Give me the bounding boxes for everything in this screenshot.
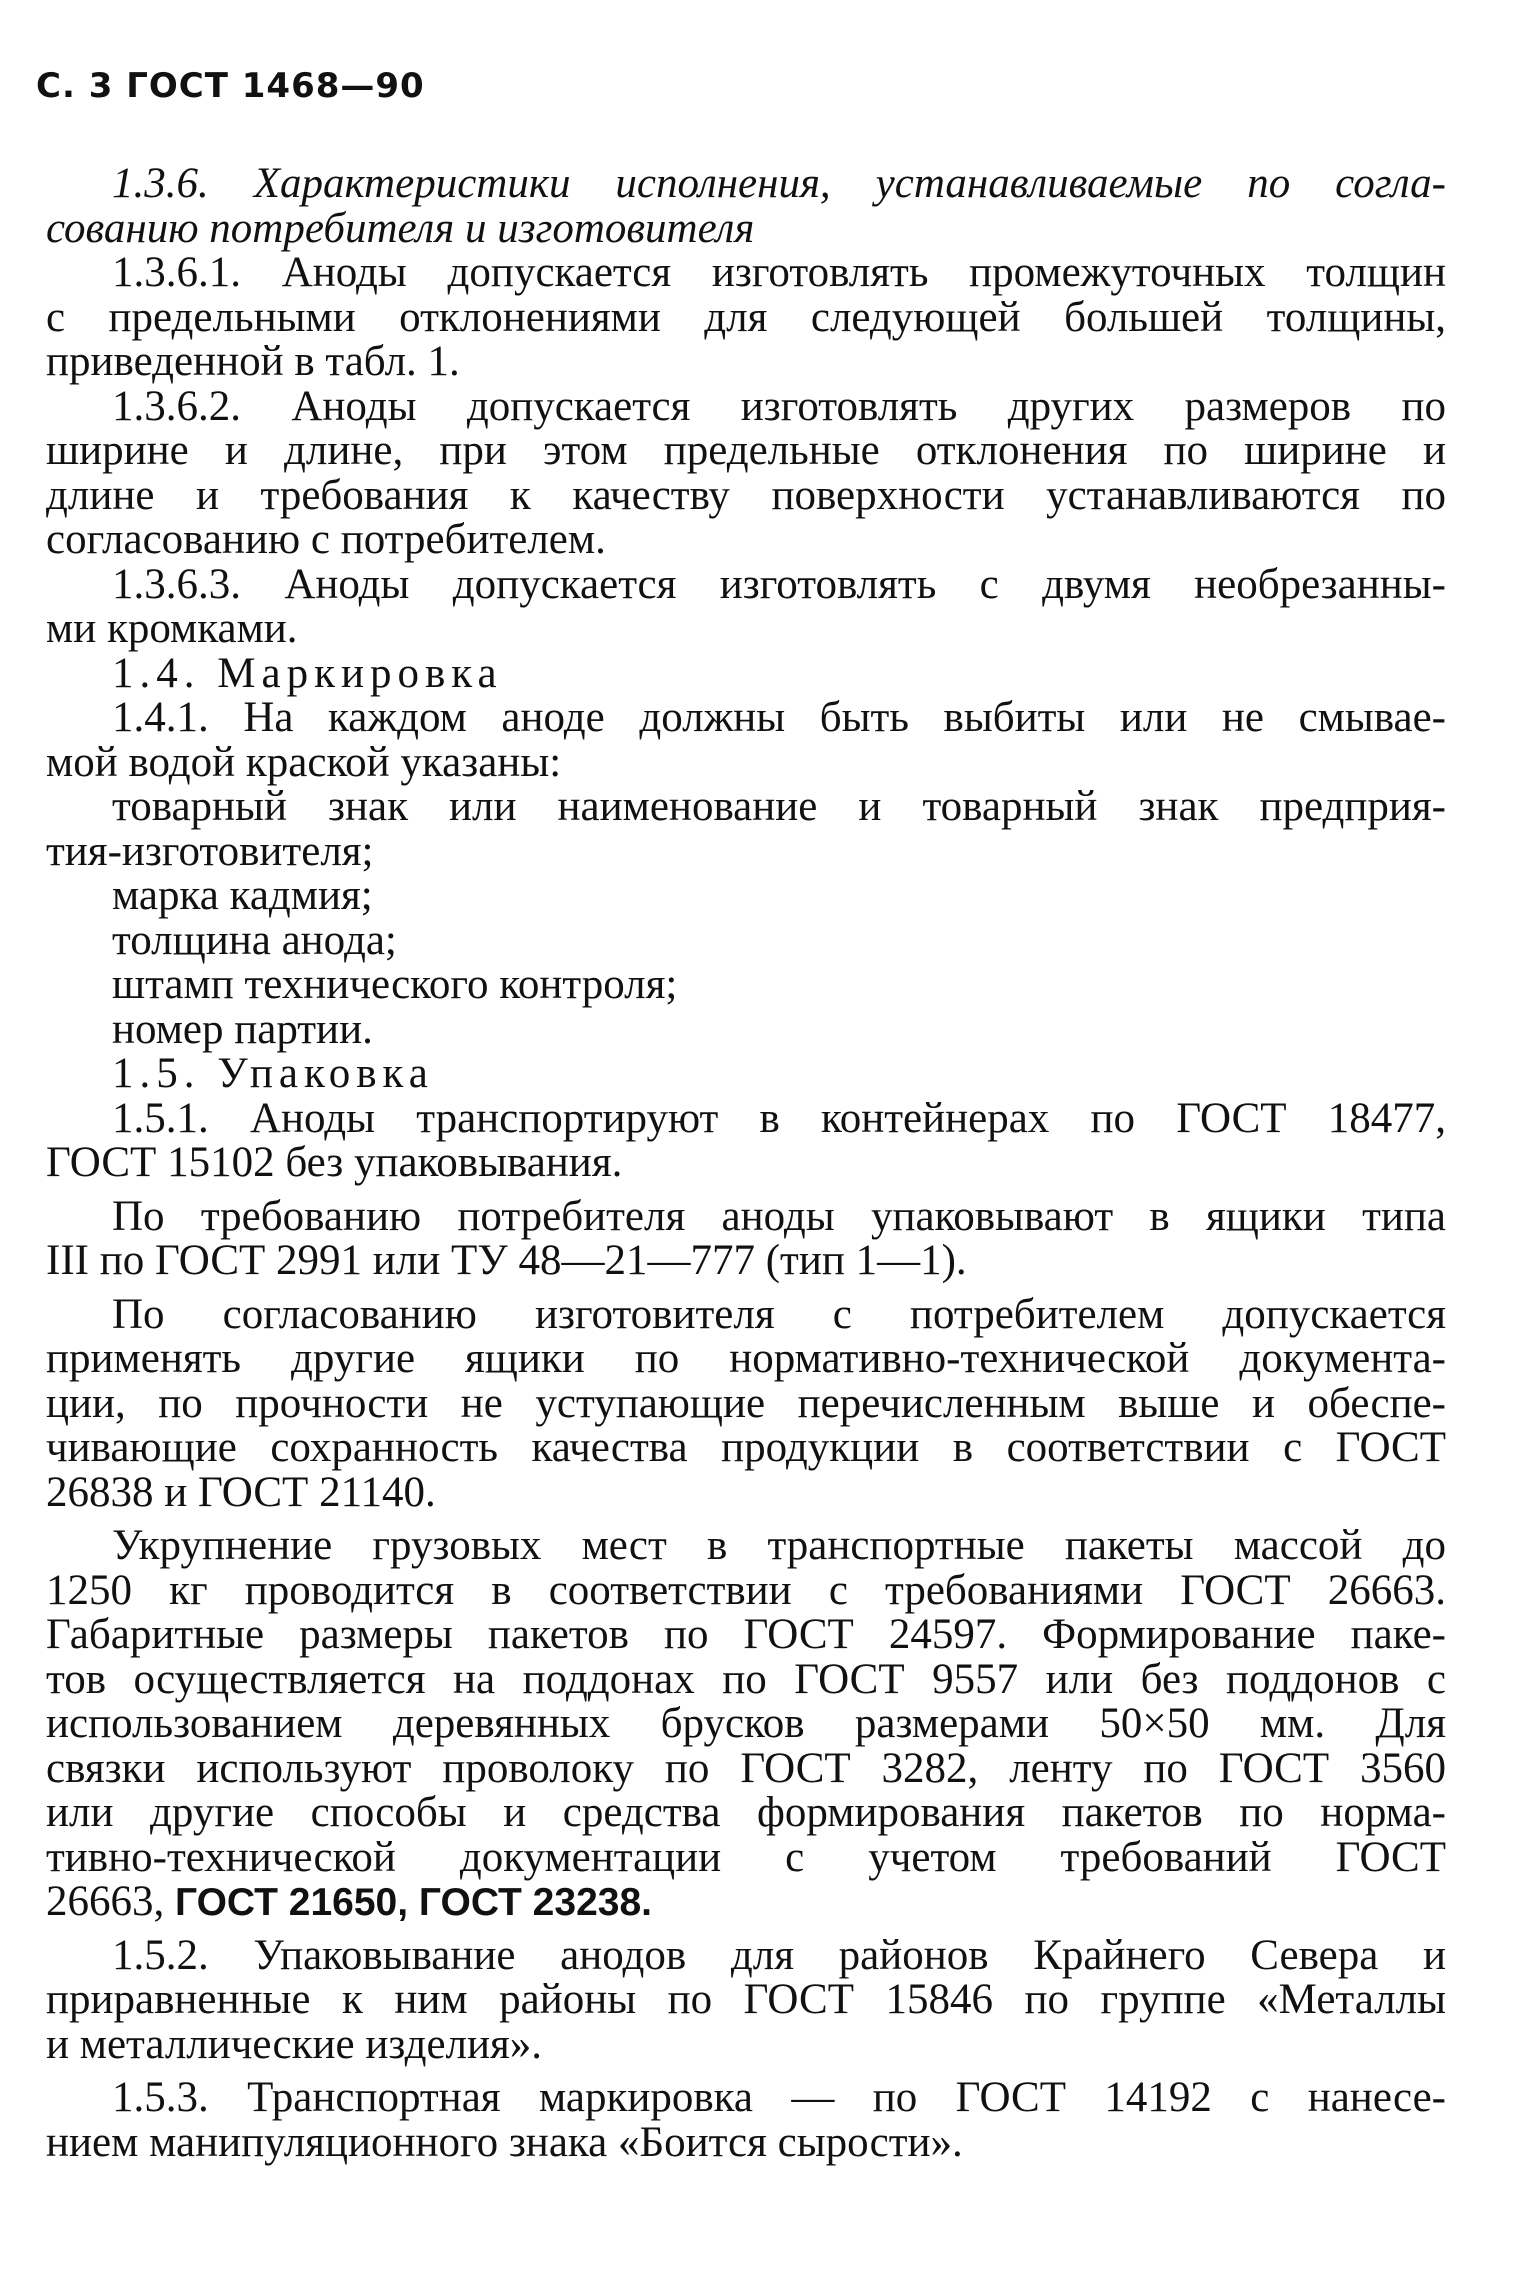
text-line: номер партии.: [112, 1005, 373, 1053]
page-header: С. 3 ГОСТ 1468—90: [36, 66, 425, 106]
text-line-start: 26663,: [46, 1878, 175, 1925]
bold-standards-reference: ГОСТ 21650, ГОСТ 23238.: [175, 1881, 652, 1924]
text-line: нием манипуляционного знака «Боится сырости».: [46, 2118, 963, 2166]
text-line: штамп технического контроля;: [112, 961, 678, 1008]
text-line: 1.5.2. Упаковывание анодов для районов Крайнего Севера и: [112, 1931, 1446, 1979]
text-line: согласованию с потребителем.: [46, 516, 606, 563]
text-line: ми кромками.: [46, 605, 298, 652]
text-line: ГОСТ 15102 без упаковывания.: [46, 1139, 623, 1186]
text-line: тивно-технической документации с учетом требований ГОСТ: [46, 1833, 1446, 1881]
text-line: 1.3.6. Характеристики исполнения, устанавливаемые по согла-: [112, 160, 1446, 207]
text-line: применять другие ящики по нормативно-технической документа-: [46, 1335, 1446, 1382]
text-line: [46, 1880, 1446, 1925]
text-line: 1.5. Упаковка: [112, 1050, 434, 1097]
text-line: 1.3.6.2. Аноды допускается изготовлять других размеров по: [112, 382, 1446, 430]
text-line: связки используют проволоку по ГОСТ 3282, ленту по ГОСТ 3560: [46, 1744, 1446, 1792]
text-line: 1250 кг проводится в соответствии с требованиями ГОСТ 26663.: [46, 1566, 1446, 1614]
text-line: тов осуществляется на поддонах по ГОСТ 9557 или без поддонов с: [46, 1655, 1446, 1703]
text-line: длине и требования к качеству поверхности устанавливаются по: [46, 471, 1446, 519]
text-line: По требованию потребителя аноды упаковывают в ящики типа: [112, 1192, 1446, 1240]
body-part-1: [46, 162, 1446, 1880]
text-line: приведенной в табл. 1.: [46, 338, 460, 385]
text-line: или другие способы и средства формирования пакетов по норма-: [46, 1789, 1446, 1836]
text-line: 26838 и ГОСТ 21140.: [46, 1468, 436, 1516]
text-line: товарный знак или наименование и товарный знак предприя-: [112, 783, 1446, 830]
text-line: толщина анода;: [112, 916, 397, 964]
text-line: с предельными отклонениями для следующей большей толщины,: [46, 293, 1446, 341]
text-line: 1.4.1. На каждом аноде должны быть выбиты или не смывае-: [112, 694, 1446, 741]
text-line: По согласованию изготовителя с потребителем допускается: [112, 1290, 1446, 1338]
text-line: марка кадмия;: [112, 872, 373, 919]
body-part-2: [46, 1925, 1446, 2166]
text-line: 1.4. Маркировка: [112, 649, 503, 697]
text-line: III по ГОСТ 2991 или ТУ 48—21—777 (тип 1—1).: [46, 1237, 967, 1284]
text-line: 1.5.1. Аноды транспортируют в контейнерах по ГОСТ 18477,: [112, 1094, 1446, 1142]
text-line: и металлические изделия».: [46, 2020, 543, 2068]
text-line: ширине и длине, при этом предельные отклонения по ширине и: [46, 427, 1446, 474]
text-line: 1.5.3. Транспортная маркировка — по ГОСТ 14192 с нанесе-: [112, 2074, 1446, 2121]
text-line: мой водой краской указаны:: [46, 738, 562, 786]
text-line: тия-изготовителя;: [46, 827, 374, 875]
text-line: Укрупнение грузовых мест в транспортные пакеты массой до: [112, 1522, 1446, 1569]
text-line: использованием деревянных брусков размерами 50×50 мм. Для: [46, 1700, 1446, 1747]
text-line: Габаритные размеры пакетов по ГОСТ 24597. Формирование паке-: [46, 1611, 1446, 1658]
text-line: 1.3.6.3. Аноды допускается изготовлять с двумя необрезанны-: [112, 560, 1446, 608]
text-line: приравненные к ним районы по ГОСТ 15846 по группе «Металлы: [46, 1976, 1446, 2023]
text-line: сованию потребителя и изготовителя: [46, 204, 755, 252]
text-line: 1.3.6.1. Аноды допускается изготовлять промежуточных толщин: [112, 249, 1446, 296]
text-line: чивающие сохранность качества продукции в соответствии с ГОСТ: [46, 1424, 1446, 1471]
document-body: [46, 162, 1446, 2165]
text-line: ции, по прочности не уступающие перечисленным выше и обеспе-: [46, 1379, 1446, 1427]
